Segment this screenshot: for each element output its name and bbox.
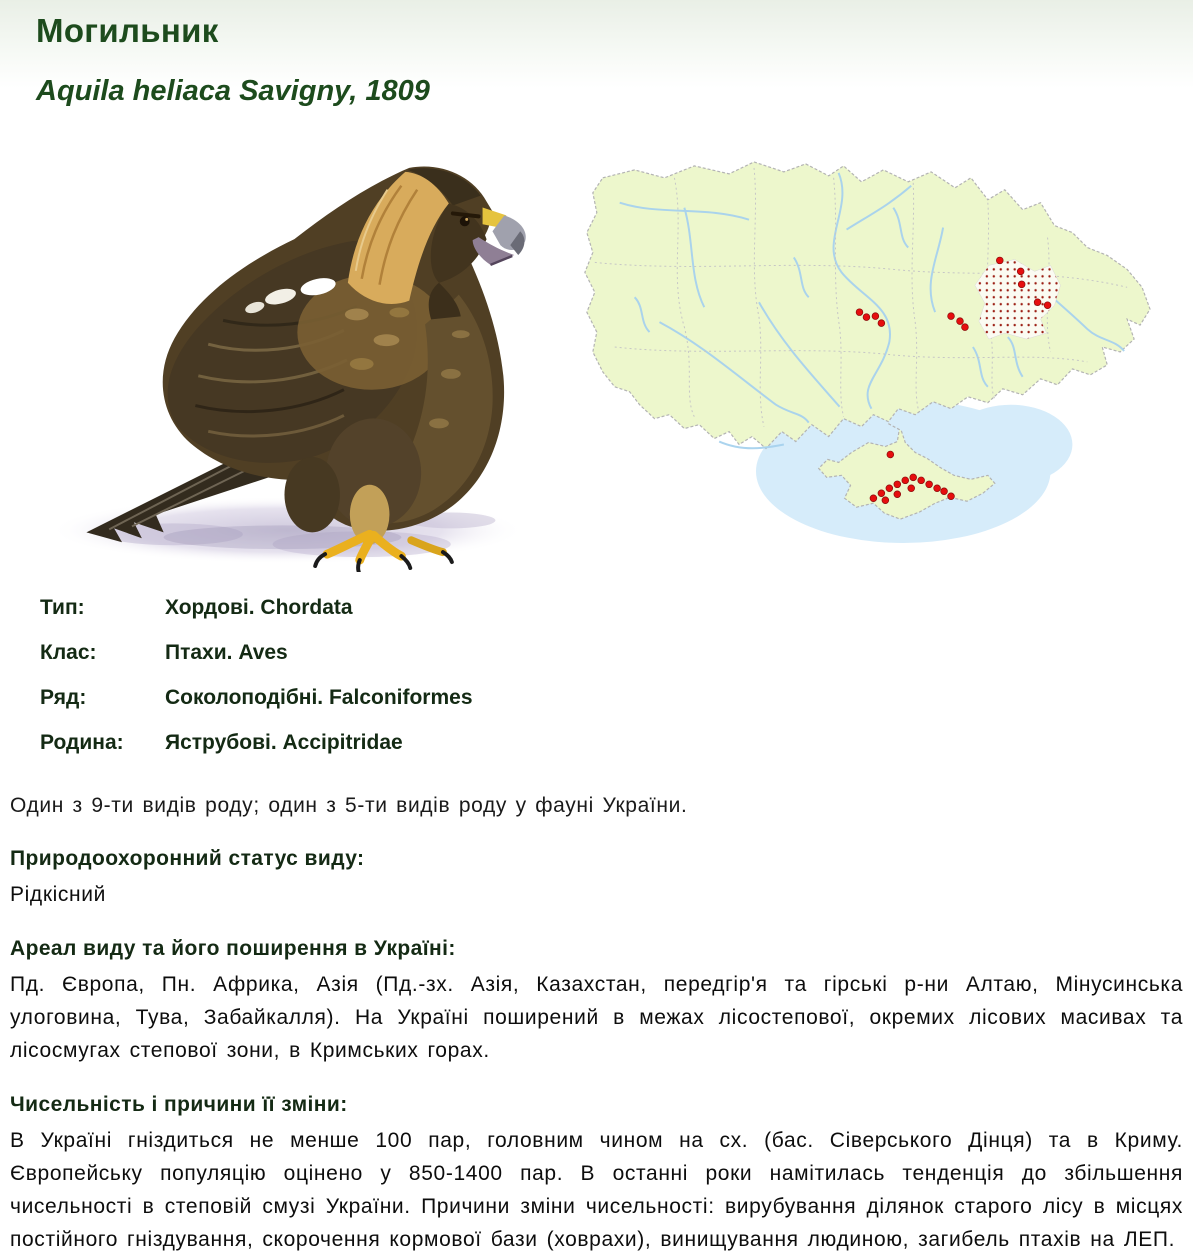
section-text: Рідкісний — [10, 883, 107, 906]
ukraine-outline — [585, 162, 1150, 449]
taxonomy-row — [40, 731, 473, 776]
section-text: Пд. Європа, Пн. Африка, Азія (Пд.-зх. Азія, Казахстан, передгір'я та гірські р-ни Алтаю, Мінусинська улоговина, Тува, Забайкалля). На Україні поширений в межах лісостепової, окремих лісових масивах та лісосмугах степової зони, в Кримських горах. — [10, 973, 1183, 1062]
taxonomy-value: Яструбові. Accipitridae — [165, 731, 403, 754]
section-status — [0, 847, 1193, 911]
section-range — [0, 937, 1193, 1067]
species-illustration-box — [0, 146, 545, 572]
eagle-illustration — [25, 146, 540, 572]
taxonomy-table — [40, 596, 473, 776]
taxonomy-row — [40, 641, 473, 686]
taxonomy-label: Ряд: — [40, 686, 87, 709]
taxonomy-value: Хордові. Chordata — [165, 596, 353, 619]
taxonomy-row — [40, 596, 473, 641]
taxonomy-label: Клас: — [40, 641, 97, 664]
ukraine-distribution-map — [545, 148, 1167, 546]
section-text: В Україні гніздиться не менше 100 пар, головним чином на сх. (бас. Сіверського Дінця) та в Криму. Європейську популяцію оцінено у 850-1400 пар. В останні роки намітилась тенденція до збільшення чисельності в степовій смузі України. Причини зміни чисельності: вирубування ділянок старого лісу в місцях постійного гніздування, скорочення кормової бази (ховрахи), винищування людиною, загибель птахів на ЛЕП. — [10, 1129, 1183, 1251]
taxonomy-label: Тип: — [40, 596, 85, 619]
section-heading: Ареал виду та його поширення в Україні: — [10, 937, 456, 960]
taxonomy-row — [40, 686, 473, 731]
page-title: Могильник — [36, 12, 219, 49]
latin-name: Aquila heliaca Savigny, 1809 — [36, 75, 430, 107]
taxonomy-value: Птахи. Aves — [165, 641, 288, 664]
taxonomy-value: Соколоподібні. Falconiformes — [165, 686, 473, 709]
intro-text: Один з 9-ти видів роду; один з 5-ти видів роду у фауні України. — [10, 794, 688, 817]
section-heading: Природоохоронний статус виду: — [10, 847, 365, 870]
section-population — [0, 1093, 1193, 1256]
page-header — [0, 0, 1193, 108]
taxonomy-label: Родина: — [40, 731, 124, 754]
section-heading: Чисельність і причини її зміни: — [10, 1093, 348, 1116]
hero-row — [0, 146, 1193, 572]
distribution-map-box — [545, 146, 1168, 546]
